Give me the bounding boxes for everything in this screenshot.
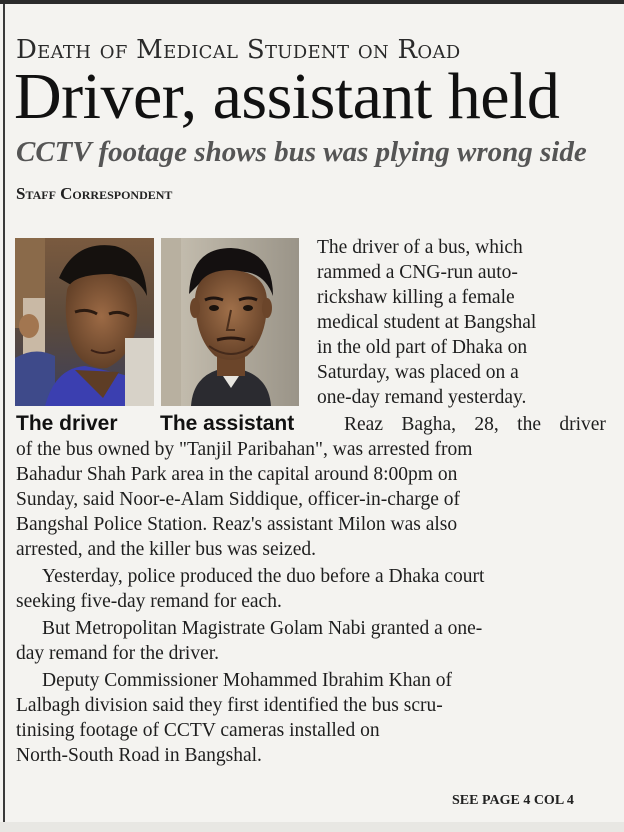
column-text-line: in the old part of Dhaka on [317,337,528,358]
column-text-line: rickshaw killing a female [317,287,515,308]
left-column-rule [3,4,5,832]
driver-photo-caption: The driver [16,412,118,435]
page-bottom-edge [0,822,624,832]
body-text-line: Bahadur Shah Park area in the capital around 8:00pm on [16,464,458,485]
body-text-line: arrested, and the killer bus was seized. [16,539,316,560]
column-text-line: Saturday, was placed on a [317,362,519,383]
headline: Driver, assistant held [14,60,560,133]
driver-portrait-image [15,238,154,406]
body-text-line: Deputy Commissioner Mohammed Ibrahim Khan of [42,670,452,691]
byline: Staff Correspondent [16,184,173,203]
body-text-line: of the bus owned by "Tanjil Paribahan", was arrested from [16,439,473,460]
body-text-line: Lalbagh division said they first identified the bus scru- [16,695,443,716]
assistant-photo [161,238,299,406]
column-text-line: rammed a CNG-run auto- [317,262,518,283]
body-text-line: But Metropolitan Magistrate Golam Nabi granted a one- [42,618,483,639]
assistant-portrait-image [161,238,299,406]
column-text-line: Reaz Bagha, 28, the driver [344,414,606,435]
driver-photo [15,238,154,406]
body-text-line: seeking five-day remand for each. [16,591,282,612]
body-text-line: day remand for the driver. [16,643,220,664]
continuation-note: SEE PAGE 4 COL 4 [452,793,574,808]
top-rule [0,0,624,4]
column-text-line: medical student at Bangshal [317,312,537,333]
subhead: CCTV footage shows bus was plying wrong side [16,136,587,168]
body-text-line: Sunday, said Noor-e-Alam Siddique, officer-in-charge of [16,489,460,510]
column-text-line: The driver of a bus, which [317,237,523,258]
body-text-line: North-South Road in Bangshal. [16,745,262,766]
column-text-line: one-day remand yesterday. [317,387,527,408]
assistant-photo-caption: The assistant [160,412,295,435]
body-text-line: Bangshal Police Station. Reaz's assistant Milon was also [16,514,458,535]
body-text-line: tinising footage of CCTV cameras installed on [16,720,380,741]
kicker: Death of Medical Student on Road [16,35,461,65]
body-text-line: Yesterday, police produced the duo before a Dhaka court [42,566,485,587]
